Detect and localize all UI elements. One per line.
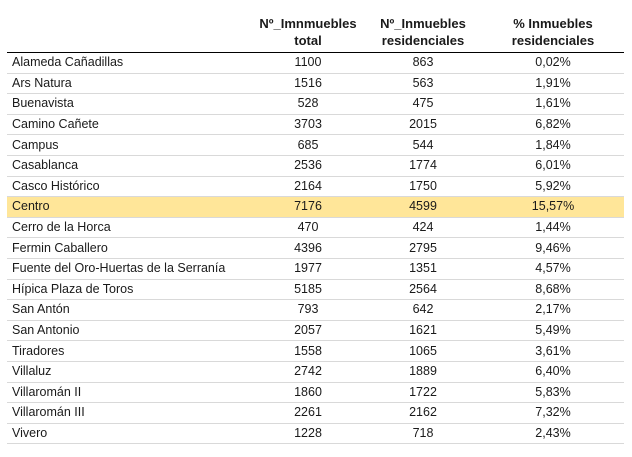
header-row xyxy=(7,12,624,53)
cell-percent: 9,46% xyxy=(482,238,624,259)
cell-name: Casablanca xyxy=(7,155,252,176)
cell-total: 1228 xyxy=(252,423,364,444)
cell-percent: 2,43% xyxy=(482,423,624,444)
cell-percent: 5,49% xyxy=(482,320,624,341)
cell-residential: 718 xyxy=(364,423,482,444)
cell-total: 528 xyxy=(252,94,364,115)
cell-percent: 5,92% xyxy=(482,176,624,197)
header-percent-line2: residenciales xyxy=(511,33,595,48)
cell-name: Hípica Plaza de Toros xyxy=(7,279,252,300)
table-row xyxy=(7,155,624,176)
cell-percent: 6,82% xyxy=(482,114,624,135)
cell-total: 1860 xyxy=(252,382,364,403)
cell-total: 7176 xyxy=(252,197,364,218)
header-total-line2: total xyxy=(294,33,322,48)
cell-percent: 3,61% xyxy=(482,341,624,362)
cell-total: 1516 xyxy=(252,73,364,94)
header-total xyxy=(252,12,364,53)
cell-percent: 6,40% xyxy=(482,361,624,382)
cell-residential: 563 xyxy=(364,73,482,94)
table-row xyxy=(7,403,624,424)
cell-total: 1977 xyxy=(252,258,364,279)
table-row xyxy=(7,279,624,300)
cell-total: 5185 xyxy=(252,279,364,300)
cell-name: Casco Histórico xyxy=(7,176,252,197)
cell-residential: 424 xyxy=(364,217,482,238)
table-row xyxy=(7,258,624,279)
cell-percent: 6,01% xyxy=(482,155,624,176)
table-row xyxy=(7,341,624,362)
cell-name: Camino Cañete xyxy=(7,114,252,135)
cell-percent: 8,68% xyxy=(482,279,624,300)
cell-name: Tiradores xyxy=(7,341,252,362)
cell-total: 1100 xyxy=(252,53,364,74)
table-row xyxy=(7,94,624,115)
cell-percent: 1,91% xyxy=(482,73,624,94)
cell-residential: 2162 xyxy=(364,403,482,424)
cell-name: San Antón xyxy=(7,300,252,321)
cell-name: Ars Natura xyxy=(7,73,252,94)
cell-name: San Antonio xyxy=(7,320,252,341)
cell-residential: 1621 xyxy=(364,320,482,341)
cell-name: Cerro de la Horca xyxy=(7,217,252,238)
cell-percent: 1,44% xyxy=(482,217,624,238)
cell-residential: 1722 xyxy=(364,382,482,403)
cell-total: 3703 xyxy=(252,114,364,135)
cell-residential: 642 xyxy=(364,300,482,321)
cell-total: 2536 xyxy=(252,155,364,176)
cell-total: 2164 xyxy=(252,176,364,197)
cell-percent: 7,32% xyxy=(482,403,624,424)
cell-residential: 863 xyxy=(364,53,482,74)
cell-total: 2057 xyxy=(252,320,364,341)
header-residential xyxy=(364,12,482,53)
cell-residential: 1889 xyxy=(364,361,482,382)
property-table xyxy=(7,12,624,444)
cell-name: Centro xyxy=(7,197,252,218)
table-row xyxy=(7,73,624,94)
cell-percent: 1,84% xyxy=(482,135,624,156)
header-name xyxy=(7,12,252,53)
header-residential-line1: Nº_Inmuebles xyxy=(380,16,466,31)
cell-total: 2742 xyxy=(252,361,364,382)
cell-residential: 1351 xyxy=(364,258,482,279)
table-row xyxy=(7,382,624,403)
header-percent xyxy=(482,12,624,53)
cell-name: Alameda Cañadillas xyxy=(7,53,252,74)
cell-name: Villaluz xyxy=(7,361,252,382)
cell-residential: 1774 xyxy=(364,155,482,176)
cell-residential: 1065 xyxy=(364,341,482,362)
cell-residential: 1750 xyxy=(364,176,482,197)
table-row xyxy=(7,361,624,382)
table-row xyxy=(7,217,624,238)
table-body xyxy=(7,53,624,444)
header-total-line1: Nº_Imnmuebles xyxy=(259,16,357,31)
cell-residential: 475 xyxy=(364,94,482,115)
cell-residential: 2564 xyxy=(364,279,482,300)
cell-total: 4396 xyxy=(252,238,364,259)
table-row xyxy=(7,53,624,74)
cell-name: Buenavista xyxy=(7,94,252,115)
table-row xyxy=(7,197,624,218)
cell-name: Villaromán II xyxy=(7,382,252,403)
cell-total: 685 xyxy=(252,135,364,156)
table-row xyxy=(7,176,624,197)
cell-name: Fermin Caballero xyxy=(7,238,252,259)
cell-percent: 4,57% xyxy=(482,258,624,279)
header-percent-line1: % Inmuebles xyxy=(513,16,593,31)
table-row xyxy=(7,114,624,135)
table-row xyxy=(7,320,624,341)
cell-total: 470 xyxy=(252,217,364,238)
cell-percent: 0,02% xyxy=(482,53,624,74)
cell-percent: 1,61% xyxy=(482,94,624,115)
cell-name: Fuente del Oro-Huertas de la Serranía xyxy=(7,258,252,279)
cell-residential: 2795 xyxy=(364,238,482,259)
cell-percent: 2,17% xyxy=(482,300,624,321)
cell-name: Villaromán III xyxy=(7,403,252,424)
cell-total: 793 xyxy=(252,300,364,321)
table-row xyxy=(7,423,624,444)
cell-residential: 2015 xyxy=(364,114,482,135)
table-row xyxy=(7,238,624,259)
cell-residential: 544 xyxy=(364,135,482,156)
table-row xyxy=(7,135,624,156)
cell-percent: 5,83% xyxy=(482,382,624,403)
cell-name: Vivero xyxy=(7,423,252,444)
cell-name: Campus xyxy=(7,135,252,156)
cell-residential: 4599 xyxy=(364,197,482,218)
cell-total: 2261 xyxy=(252,403,364,424)
cell-percent: 15,57% xyxy=(482,197,624,218)
table-row xyxy=(7,300,624,321)
cell-total: 1558 xyxy=(252,341,364,362)
header-residential-line2: residenciales xyxy=(381,33,465,48)
